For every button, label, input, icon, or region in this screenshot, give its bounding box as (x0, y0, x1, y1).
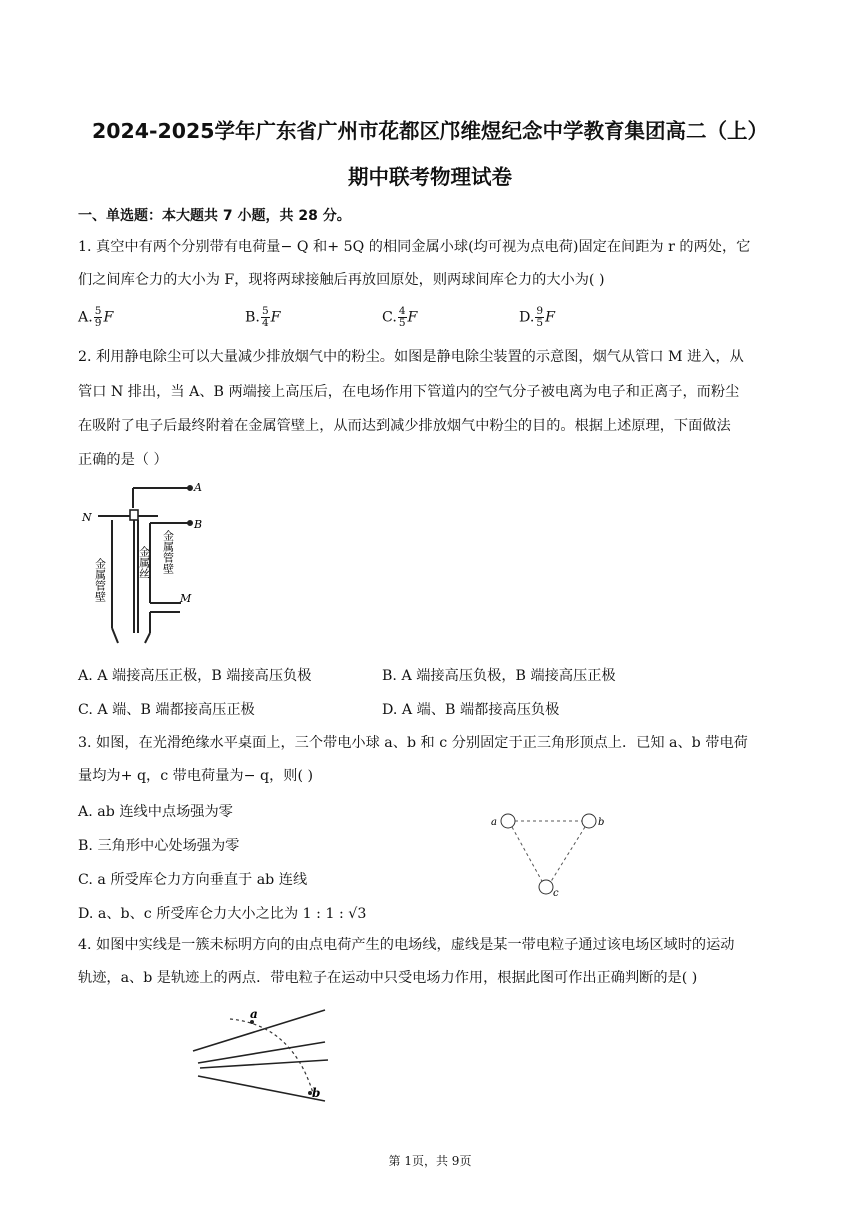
q1-option-c-fraction (398, 306, 407, 329)
q1-option-c[interactable] (382, 306, 417, 329)
charge-a (501, 814, 515, 828)
q1-option-a-fraction (94, 306, 103, 329)
q1-option-d-fraction (535, 306, 544, 329)
q2-option-d[interactable]: D. A 端、B 端都接高压负极 (382, 702, 560, 718)
exam-title-line2: 期中联考物理试卷 (348, 165, 512, 189)
label-N: N (82, 511, 92, 524)
q2-stem-line1: 2. 利用静电除尘可以大量减少排放烟气中的粉尘。如图是静电除尘装置的示意图，烟气从管口 M 进入，从 (78, 349, 744, 365)
q3-stem-line1: 3. 如图，在光滑绝缘水平桌面上，三个带电小球 a、b 和 c 分别固定于正三角形顶点上．已知 a、b 带电荷 (78, 735, 748, 751)
q1-option-d-den: 5 (536, 317, 544, 329)
q1-option-b-num: 5 (261, 305, 269, 317)
q1-option-b[interactable] (245, 306, 280, 329)
q1-stem-line2: 们之间库仑力的大小为 F，现将两球接触后再放回原处，则两球间库仑力的大小为( ) (78, 272, 605, 288)
q2-stem-line2: 管口 N 排出，当 A、B 两端接上高压后，在电场作用下管道内的空气分子被电离为电子和正离子，而粉尘 (78, 384, 740, 400)
label-b: b (598, 817, 605, 828)
q3-stem-line2: 量均为+ q，c 带电荷量为− q，则( ) (78, 768, 314, 784)
q1-option-c-num: 4 (398, 305, 406, 317)
q1-option-b-fraction (261, 306, 270, 329)
q2-stem-line4: 正确的是（ ） (78, 452, 168, 468)
q1-option-d-num: 9 (536, 305, 544, 317)
label-M: M (180, 592, 192, 605)
charge-c (539, 880, 553, 894)
q2-option-a[interactable]: A. A 端接高压正极，B 端接高压负极 (78, 668, 312, 684)
label-c: c (553, 888, 559, 899)
q3-option-a[interactable]: A. ab 连线中点场强为零 (78, 804, 233, 820)
q1-stem-line1: 1. 真空中有两个分别带有电荷量− Q 和+ 5Q 的相同金属小球(均可视为点电荷)固定在间距为 r 的两处，它 (78, 239, 751, 255)
q1-option-a-var: F (103, 309, 114, 326)
label-a: a (250, 1007, 258, 1021)
electrostatic-precipitator-figure (78, 478, 218, 648)
label-A: A (194, 481, 202, 494)
triangle-charges-figure (490, 808, 610, 898)
exam-title-line1: 2024-2025学年广东省广州市花都区邝维煜纪念中学教育集团高二（上） (91, 119, 769, 143)
label-B: B (194, 518, 203, 531)
q1-option-c-label: C. (382, 309, 397, 326)
q3-option-d[interactable]: D. a、b、c 所受库仑力大小之比为 1 : 1 : √3 (78, 906, 367, 922)
field-lines-figure (190, 1005, 340, 1105)
q1-option-a[interactable] (78, 306, 113, 329)
q1-option-a-num: 5 (94, 305, 102, 317)
q1-option-c-var: F (407, 309, 418, 326)
q1-option-d[interactable] (519, 306, 555, 329)
q3-option-c[interactable]: C. a 所受库仑力方向垂直于 ab 连线 (78, 872, 308, 888)
q1-option-d-label: D. (519, 309, 535, 326)
label-wall-right: 金属管壁 (161, 530, 175, 574)
charge-b (582, 814, 596, 828)
q3-option-b[interactable]: B. 三角形中心处场强为零 (78, 838, 240, 854)
q1-option-a-den: 9 (94, 317, 102, 329)
q2-stem-line3: 在吸附了电子后最终附着在金属管壁上，从而达到减少排放烟气中粉尘的目的。根据上述原理，下面做法 (78, 418, 731, 434)
q1-option-a-label: A. (78, 309, 93, 326)
q1-option-b-label: B. (245, 309, 260, 326)
q1-option-d-var: F (545, 309, 555, 326)
q4-stem-line2: 轨迹，a、b 是轨迹上的两点．带电粒子在运动中只受电场力作用，根据此图可作出正确判断的是( ) (78, 970, 698, 986)
page-footer: 第 1页，共 9页 (388, 1154, 472, 1168)
q2-option-b[interactable]: B. A 端接高压负极，B 端接高压正极 (382, 668, 616, 684)
label-wall-left: 金属管壁 (93, 558, 107, 602)
q1-option-b-den: 4 (261, 317, 269, 329)
label-b: b (312, 1086, 321, 1100)
q1-option-b-var: F (270, 309, 281, 326)
label-a: a (491, 817, 497, 828)
q1-option-c-den: 5 (398, 317, 406, 329)
label-wire: 金属丝 (137, 546, 151, 579)
section-heading: 一、单选题：本大题共 7 小题，共 28 分。 (78, 208, 351, 224)
q4-stem-line1: 4. 如图中实线是一簇未标明方向的由点电荷产生的电场线，虚线是某一带电粒子通过该电场区域时的运动 (78, 937, 735, 953)
q2-option-c[interactable]: C. A 端、B 端都接高压正极 (78, 702, 255, 718)
